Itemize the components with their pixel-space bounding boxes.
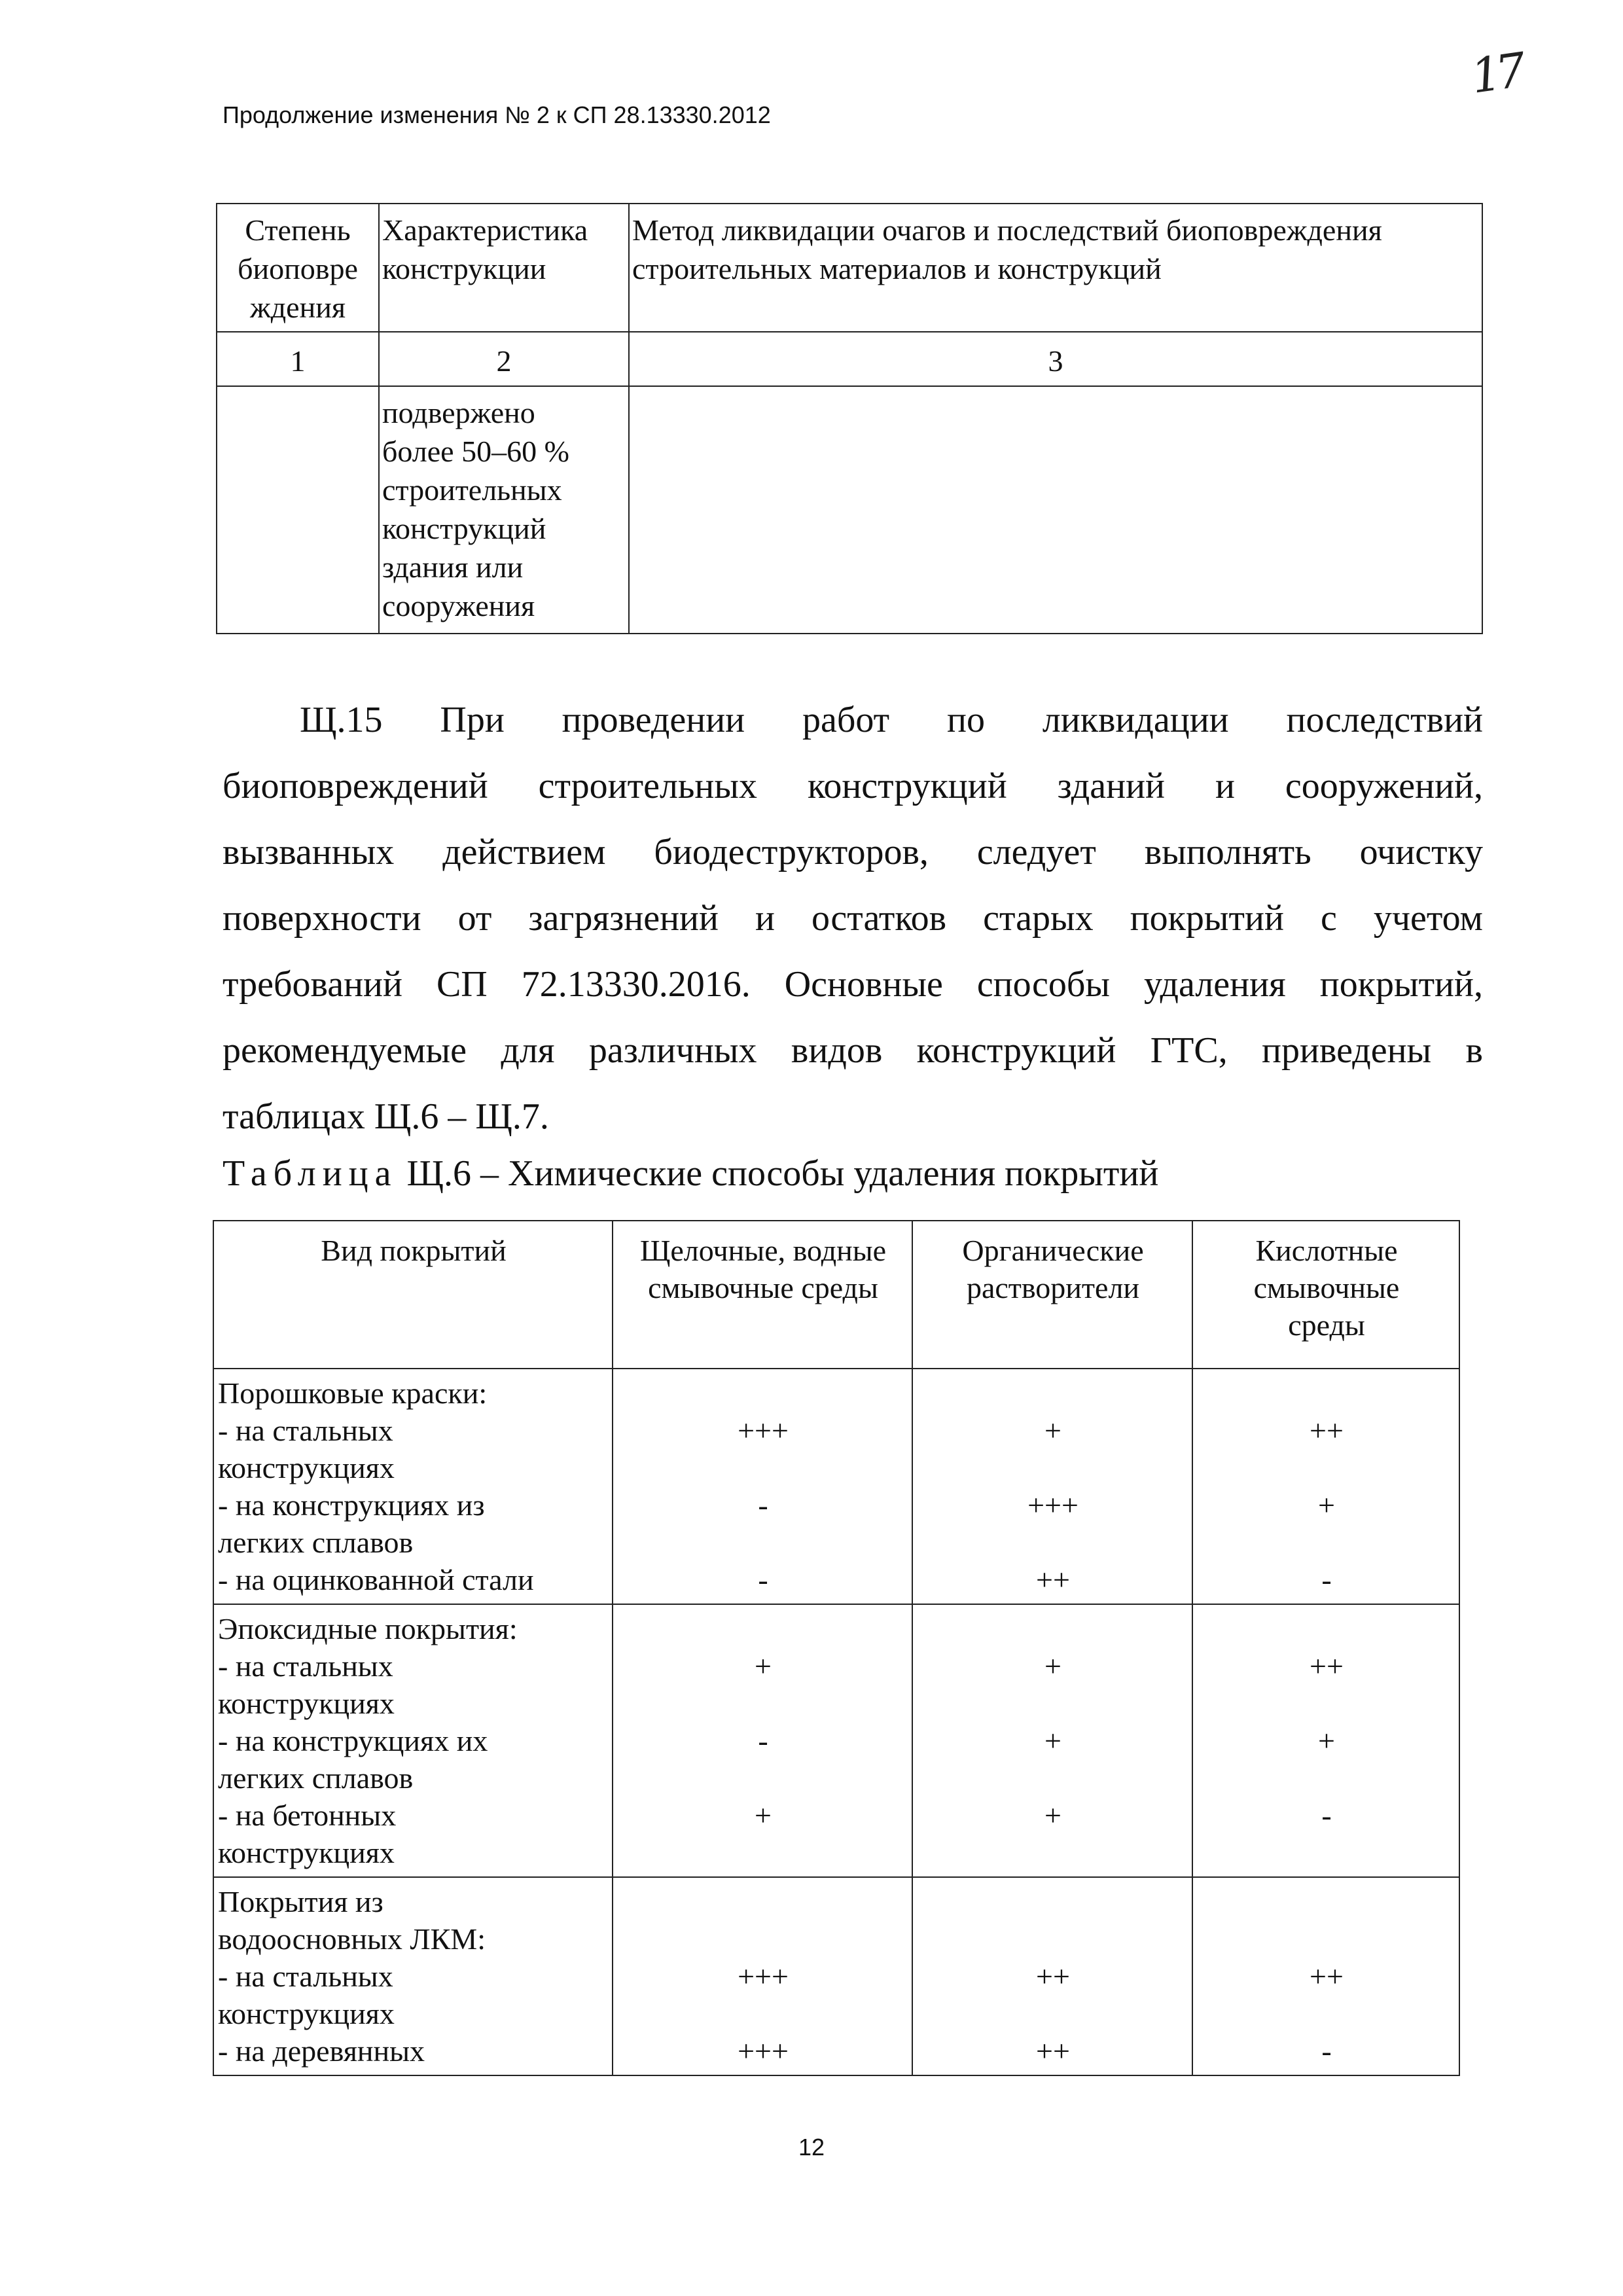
paragraph-sch15 bbox=[223, 687, 1483, 1150]
table-header-row bbox=[217, 204, 1482, 332]
table-caption bbox=[223, 1151, 1158, 1196]
header-organic: Органические растворители bbox=[912, 1221, 1192, 1369]
table-row bbox=[213, 1369, 1459, 1604]
marks-alkaline: +++ +++ bbox=[613, 1877, 912, 2075]
caption-word: Таблица bbox=[223, 1153, 398, 1194]
handwritten-page-number: 17 bbox=[1467, 43, 1525, 104]
table-row bbox=[217, 386, 1482, 634]
table-header-row bbox=[213, 1221, 1459, 1369]
coating-group-epoxy: Эпоксидные покрытия: - на стальных конструкциях - на конструкциях их легких сплавов - на бетонных конструкциях bbox=[213, 1604, 613, 1877]
paragraph-line: биоповреждений строительных конструкций зданий и сооружений, bbox=[223, 766, 1483, 806]
header-coating-type: Вид покрытий bbox=[213, 1221, 613, 1369]
marks-organic: + + + bbox=[912, 1604, 1192, 1877]
chemical-removal-table bbox=[213, 1220, 1460, 2076]
header-alkaline: Щелочные, водные смывочные среды bbox=[613, 1221, 912, 1369]
col-number-3: 3 bbox=[629, 332, 1482, 386]
marks-organic: + +++ ++ bbox=[912, 1369, 1192, 1604]
marks-acidic: ++ + - bbox=[1192, 1604, 1459, 1877]
col-number-2: 2 bbox=[379, 332, 629, 386]
cell-characteristic: подвержено более 50–60 % строительных конструкций здания или сооружения bbox=[379, 386, 629, 634]
header-characteristic: Характеристика конструкции bbox=[379, 204, 629, 332]
paragraph-line: вызванных действием биодеструкторов, следует выполнять очистку bbox=[223, 832, 1483, 872]
page-number: 12 bbox=[798, 2134, 825, 2161]
paragraph-line: таблицах Щ.6 – Щ.7. bbox=[223, 1096, 549, 1137]
marks-alkaline: +++ - - bbox=[613, 1369, 912, 1604]
biodamage-method-table bbox=[216, 203, 1483, 634]
caption-text: Щ.6 – Химические способы удаления покрытий bbox=[397, 1153, 1159, 1194]
coating-group-powder: Порошковые краски: - на стальных конструкциях - на конструкциях из легких сплавов - на оцинкованной стали bbox=[213, 1369, 613, 1604]
table-column-numbers bbox=[217, 332, 1482, 386]
paragraph-line: рекомендуемые для различных видов конструкций ГТС, приведены в bbox=[223, 1030, 1483, 1071]
header-acidic: Кислотные смывочные среды bbox=[1192, 1221, 1459, 1369]
header-method: Метод ликвидации очагов и последствий биоповреждения строительных материалов и конструкций bbox=[629, 204, 1482, 332]
marks-acidic: ++ - bbox=[1192, 1877, 1459, 2075]
table-row bbox=[213, 1877, 1459, 2075]
header-degree: Степень биоповре ждения bbox=[217, 204, 379, 332]
table-row bbox=[213, 1604, 1459, 1877]
cell-method bbox=[629, 386, 1482, 634]
cell-degree bbox=[217, 386, 379, 634]
marks-acidic: ++ + - bbox=[1192, 1369, 1459, 1604]
marks-alkaline: + - + bbox=[613, 1604, 912, 1877]
coating-group-waterborne: Покрытия из водоосновных ЛКМ: - на стальных конструкциях - на деревянных bbox=[213, 1877, 613, 2075]
paragraph-line: поверхности от загрязнений и остатков старых покрытий с учетом bbox=[223, 898, 1483, 939]
document-header: Продолжение изменения № 2 к СП 28.13330.2012 bbox=[223, 101, 771, 128]
paragraph-line: Щ.15 При проведении работ по ликвидации последствий bbox=[300, 700, 1483, 740]
paragraph-line: требований СП 72.13330.2016. Основные способы удаления покрытий, bbox=[223, 964, 1483, 1005]
marks-organic: ++ ++ bbox=[912, 1877, 1192, 2075]
col-number-1: 1 bbox=[217, 332, 379, 386]
